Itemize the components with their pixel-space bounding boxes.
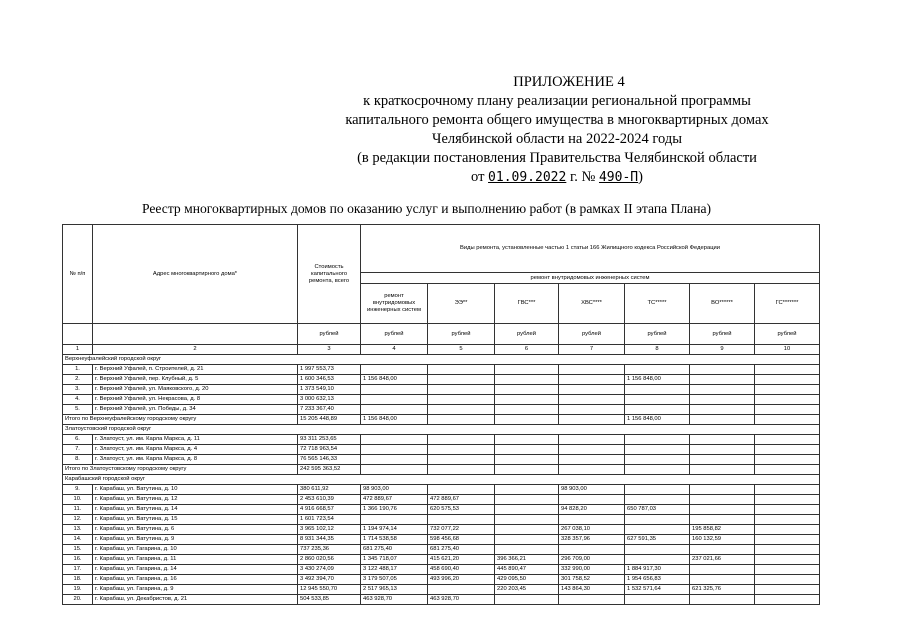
table-cell [495,395,559,405]
table-cell: 1 600 346,53 [298,375,361,385]
header-row-1 [63,225,820,273]
table-cell: 12 945 550,70 [298,585,361,595]
table-cell [690,415,755,425]
table-row [63,525,820,535]
table-cell: 396 366,21 [495,555,559,565]
header-vo: ВО****** [690,284,755,324]
units-row [63,324,820,345]
table-cell: 7. [63,445,93,455]
table-cell [361,435,428,445]
table-row [63,565,820,575]
table-cell: Верхнеуфалейский городской округ [63,355,820,365]
table-cell: 13. [63,525,93,535]
table-cell [625,545,690,555]
table-cell [559,545,625,555]
units-cell: рублей [428,324,495,345]
table-cell [495,465,559,475]
table-cell: 242 595 363,52 [298,465,361,475]
table-cell [625,365,690,375]
table-cell [755,365,820,375]
table-cell [428,365,495,375]
table-cell [625,515,690,525]
table-cell: 1 345 718,07 [361,555,428,565]
table-cell: 94 828,20 [559,505,625,515]
table-cell [428,485,495,495]
units-cell [93,324,298,345]
table-cell: 472 889,67 [361,495,428,505]
table-row [63,535,820,545]
table-cell: 627 591,35 [625,535,690,545]
total-row [63,465,820,475]
table-cell [625,465,690,475]
colnum-cell: 2 [93,345,298,355]
table-row [63,555,820,565]
table-cell: 18. [63,575,93,585]
table-cell: 650 787,03 [625,505,690,515]
table-cell: 6. [63,435,93,445]
table-cell: 143 864,30 [559,585,625,595]
table-cell [755,595,820,605]
table-cell: г. Верхний Уфалей, п. Строителей, д. 21 [93,365,298,375]
table-cell [755,415,820,425]
table-cell: 1 997 553,73 [298,365,361,375]
table-cell [755,405,820,415]
table-cell [495,435,559,445]
table-cell [755,535,820,545]
header-internal-systems: ремонт внутридомовых инженерных систем [361,272,820,283]
header-hvs: ХВС**** [559,284,625,324]
units-cell [63,324,93,345]
table-cell: 72 718 963,54 [298,445,361,455]
table-row [63,395,820,405]
table-cell [690,505,755,515]
table-cell: 237 021,66 [690,555,755,565]
table-cell [428,375,495,385]
table-cell [559,455,625,465]
table-row [63,505,820,515]
table-cell: 220 203,45 [495,585,559,595]
table-cell [495,535,559,545]
table-cell [755,485,820,495]
table-cell: 14. [63,535,93,545]
table-cell [755,495,820,505]
table-cell [690,495,755,505]
table-cell: 2. [63,375,93,385]
table-cell [690,455,755,465]
table-cell: 620 575,53 [428,505,495,515]
year-suffix: г. № [569,169,596,185]
table-cell: 1 194 974,14 [361,525,428,535]
table-row [63,575,820,585]
table-cell: 415 621,20 [428,555,495,565]
table-cell: 9. [63,485,93,495]
table-row [63,405,820,415]
table-cell: 301 758,52 [559,575,625,585]
header-cost: Стоимость капитального ремонта, всего [298,225,361,324]
table-cell [559,595,625,605]
table-cell: 380 611,92 [298,485,361,495]
table-cell [428,445,495,455]
header-gs: ГС******* [755,284,820,324]
table-cell [755,445,820,455]
table-cell [495,485,559,495]
table-cell: 19. [63,585,93,595]
table-cell: Златоустовский городской округ [63,425,820,435]
table-cell [428,465,495,475]
table-cell: 732 077,22 [428,525,495,535]
table-cell: г. Карабаш, ул. Ватутина, д. 6 [93,525,298,535]
table-cell [428,405,495,415]
table-cell [625,485,690,495]
table-cell [495,595,559,605]
table-cell [690,395,755,405]
table-cell [559,415,625,425]
colnum-cell: 1 [63,345,93,355]
table-cell [361,365,428,375]
table-cell [428,395,495,405]
table-row [63,545,820,555]
table-cell [495,525,559,535]
table-cell: 16. [63,555,93,565]
table-cell [495,415,559,425]
table-cell: г. Карабаш, ул. Ватутина, д. 9 [93,535,298,545]
date-prefix: от [471,169,485,185]
table-cell [690,465,755,475]
table-cell: 2 453 610,39 [298,495,361,505]
table-cell [690,565,755,575]
header-gvs: ГВС*** [495,284,559,324]
table-cell: 328 357,96 [559,535,625,545]
table-cell [625,455,690,465]
table-cell [625,595,690,605]
table-cell: 463 928,70 [428,595,495,605]
table-row [63,385,820,395]
table-cell: 3 965 102,12 [298,525,361,535]
table-cell: г. Карабаш, ул. Ватутина, д. 14 [93,505,298,515]
table-cell: г. Карабаш, ул. Гагарина, д. 9 [93,585,298,595]
table-cell: 15. [63,545,93,555]
table-cell [625,495,690,505]
table-cell [361,465,428,475]
table-row [63,595,820,605]
table-cell [559,465,625,475]
table-cell [690,485,755,495]
table-cell [690,405,755,415]
appendix-date-line [327,168,787,187]
table-cell [495,455,559,465]
table-cell: 621 325,76 [690,585,755,595]
appendix-line-4: (в редакции постановления Правительства Челябинской области [357,150,757,166]
table-cell [690,385,755,395]
table-cell: 463 928,70 [361,595,428,605]
table-row [63,585,820,595]
table-cell [755,435,820,445]
table-cell: 5. [63,405,93,415]
table-cell: г. Карабаш, ул. Гагарина, д. 16 [93,575,298,585]
table-cell: 15 205 448,89 [298,415,361,425]
table-cell: 3. [63,385,93,395]
table-cell [361,515,428,525]
table-cell: г. Карабаш, ул. Гагарина, д. 11 [93,555,298,565]
table-cell [428,515,495,525]
table-cell: 3 430 274,09 [298,565,361,575]
table-cell [428,585,495,595]
table-cell: 7 233 367,40 [298,405,361,415]
table-cell: 1 156 848,00 [361,415,428,425]
table-cell [361,455,428,465]
table-cell: г. Верхний Уфалей, ул. Победы, д. 34 [93,405,298,415]
table-cell: г. Карабаш, ул. Ватутина, д. 12 [93,495,298,505]
table-cell [559,375,625,385]
table-cell: 2 517 965,13 [361,585,428,595]
table-cell: г. Карабаш, ул. Декабристов, д. 21 [93,595,298,605]
table-cell [559,365,625,375]
table-cell [625,395,690,405]
appendix-header [327,73,787,187]
colnum-cell: 6 [495,345,559,355]
table-cell: г. Златоуст, ул. им. Карла Маркса, д. 8 [93,455,298,465]
table-cell [690,445,755,455]
table-row [63,365,820,375]
table-cell [755,565,820,575]
table-cell [361,405,428,415]
header-repair-types: Виды ремонта, установленные частью 1 статьи 166 Жилищного кодекса Российской Федерации [361,225,820,273]
table-row [63,435,820,445]
units-cell: рублей [755,324,820,345]
table-cell: г. Верхний Уфалей, ул. Маяковского, д. 20 [93,385,298,395]
table-cell [495,515,559,525]
table-cell [495,375,559,385]
units-cell: рублей [625,324,690,345]
table-cell: г. Карабаш, ул. Гагарина, д. 14 [93,565,298,575]
appendix-title: ПРИЛОЖЕНИЕ 4 [513,74,625,90]
table-cell [755,515,820,525]
table-row [63,485,820,495]
table-cell: г. Карабаш, ул. Ватутина, д. 10 [93,485,298,495]
table-cell: 681 275,40 [361,545,428,555]
table-cell: 93 311 253,65 [298,435,361,445]
table-cell: 3 179 507,05 [361,575,428,585]
table-cell: 429 095,50 [495,575,559,585]
colnum-cell: 9 [690,345,755,355]
table-cell: 1. [63,365,93,375]
table-cell: 681 275,40 [428,545,495,555]
table-cell [690,575,755,585]
table-cell [755,545,820,555]
table-cell: 195 858,82 [690,525,755,535]
table-cell: г. Златоуст, ул. им. Карла Маркса, д. 4 [93,445,298,455]
table-cell [625,385,690,395]
column-numbers-row [63,345,820,355]
units-cell: рублей [495,324,559,345]
table-cell: 1 156 848,00 [625,415,690,425]
table-cell [495,495,559,505]
group-row [63,425,820,435]
colnum-cell: 10 [755,345,820,355]
table-cell: 76 565 146,33 [298,455,361,465]
table-cell: 493 996,20 [428,575,495,585]
table-cell [690,545,755,555]
close-paren: ) [638,169,643,185]
colnum-cell: 7 [559,345,625,355]
table-cell [495,545,559,555]
table-cell: Итого по Верхнеуфалейскому городскому округу [63,415,298,425]
table-cell: 98 903,00 [559,485,625,495]
table-cell [495,505,559,515]
table-cell: 4 916 668,57 [298,505,361,515]
table-cell [559,435,625,445]
table-cell [755,455,820,465]
table-cell [495,405,559,415]
table-cell: 445 890,47 [495,565,559,575]
table-cell: 8. [63,455,93,465]
table-cell [690,595,755,605]
table-cell: 1 366 190,76 [361,505,428,515]
table-cell [755,585,820,595]
table-cell: 1 156 848,00 [361,375,428,385]
table-cell [361,445,428,455]
appendix-line-2: капитального ремонта общего имущества в многоквартирных домах [345,112,769,128]
table-cell [625,405,690,415]
table-cell [755,395,820,405]
table-cell [755,575,820,585]
table-row [63,495,820,505]
table-cell: 472 889,67 [428,495,495,505]
table-cell [625,525,690,535]
table-cell [495,445,559,455]
table-cell [559,515,625,525]
appendix-line-1: к краткосрочному плану реализации региональной программы [363,93,751,109]
table-cell [755,375,820,385]
table-cell [690,365,755,375]
units-cell: рублей [298,324,361,345]
table-cell [690,515,755,525]
decree-date: 01.09.2022 [488,170,567,185]
table-cell: 160 132,59 [690,535,755,545]
registry-body [63,225,820,605]
table-cell [690,435,755,445]
table-cell: 296 709,00 [559,555,625,565]
units-cell: рублей [690,324,755,345]
table-cell [559,495,625,505]
table-cell: 98 903,00 [361,485,428,495]
table-cell [559,445,625,455]
table-cell: г. Златоуст, ул. им. Карла Маркса, д. 11 [93,435,298,445]
colnum-cell: 5 [428,345,495,355]
table-cell: 8 931 344,35 [298,535,361,545]
decree-number: 490-П [598,170,639,185]
appendix-line-3: Челябинской области на 2022-2024 годы [432,131,682,147]
table-cell [428,435,495,445]
table-cell: 1 601 723,54 [298,515,361,525]
table-cell: 17. [63,565,93,575]
header-num: № п/п [63,225,93,324]
registry-title: Реестр многоквартирных домов по оказанию услуг и выполнению работ (в рамках II этапа Плана) [142,201,712,216]
colnum-cell: 4 [361,345,428,355]
header-ts: ТС***** [625,284,690,324]
table-cell: 1 954 656,83 [625,575,690,585]
table-cell: 12. [63,515,93,525]
table-cell: г. Карабаш, ул. Гагарина, д. 10 [93,545,298,555]
table-cell [361,385,428,395]
registry-table [62,224,820,605]
table-cell: г. Карабаш, ул. Ватутина, д. 15 [93,515,298,525]
header-address: Адрес многоквартирного дома* [93,225,298,324]
table-cell: 20. [63,595,93,605]
table-row [63,375,820,385]
table-cell [559,405,625,415]
table-cell: 1 156 848,00 [625,375,690,385]
table-cell: Итого по Златоустовскому городскому округу [63,465,298,475]
table-cell [690,375,755,385]
table-cell [428,455,495,465]
table-cell: 3 492 394,70 [298,575,361,585]
table-cell [495,365,559,375]
table-cell: г. Верхний Уфалей, ул. Некрасова, д. 8 [93,395,298,405]
table-cell: 3 000 632,13 [298,395,361,405]
group-row [63,475,820,485]
table-cell: г. Верхний Уфалей, пер. Клубный, д. 5 [93,375,298,385]
table-cell: 3 122 488,17 [361,565,428,575]
header-ee: ЭЭ** [428,284,495,324]
units-cell: рублей [361,324,428,345]
table-cell [428,415,495,425]
table-cell: 4. [63,395,93,405]
table-cell [755,505,820,515]
table-cell [361,395,428,405]
table-cell: 332 990,00 [559,565,625,575]
colnum-cell: 3 [298,345,361,355]
table-cell: 1 884 917,30 [625,565,690,575]
table-cell: 504 533,85 [298,595,361,605]
table-cell: 598 456,68 [428,535,495,545]
header-internal-total: ремонт внутридомовых инженерных систем [361,284,428,324]
table-cell: 2 860 020,56 [298,555,361,565]
table-cell [559,385,625,395]
table-cell: 458 690,40 [428,565,495,575]
table-cell [495,385,559,395]
table-cell: 10. [63,495,93,505]
table-cell [755,465,820,475]
table-cell [755,525,820,535]
total-row [63,415,820,425]
table-row [63,445,820,455]
table-row [63,515,820,525]
table-cell: 1 714 538,58 [361,535,428,545]
table-cell [755,385,820,395]
table-cell: 11. [63,505,93,515]
table-cell [625,555,690,565]
table-cell [625,435,690,445]
table-cell [428,385,495,395]
group-row [63,355,820,365]
units-cell: рублей [559,324,625,345]
table-cell: 267 038,10 [559,525,625,535]
table-cell: 1 373 549,10 [298,385,361,395]
table-cell [625,445,690,455]
table-cell [755,555,820,565]
table-row [63,455,820,465]
table-cell: Карабашский городской округ [63,475,820,485]
table-cell [559,395,625,405]
colnum-cell: 8 [625,345,690,355]
table-cell: 737 235,36 [298,545,361,555]
table-cell: 1 532 571,64 [625,585,690,595]
